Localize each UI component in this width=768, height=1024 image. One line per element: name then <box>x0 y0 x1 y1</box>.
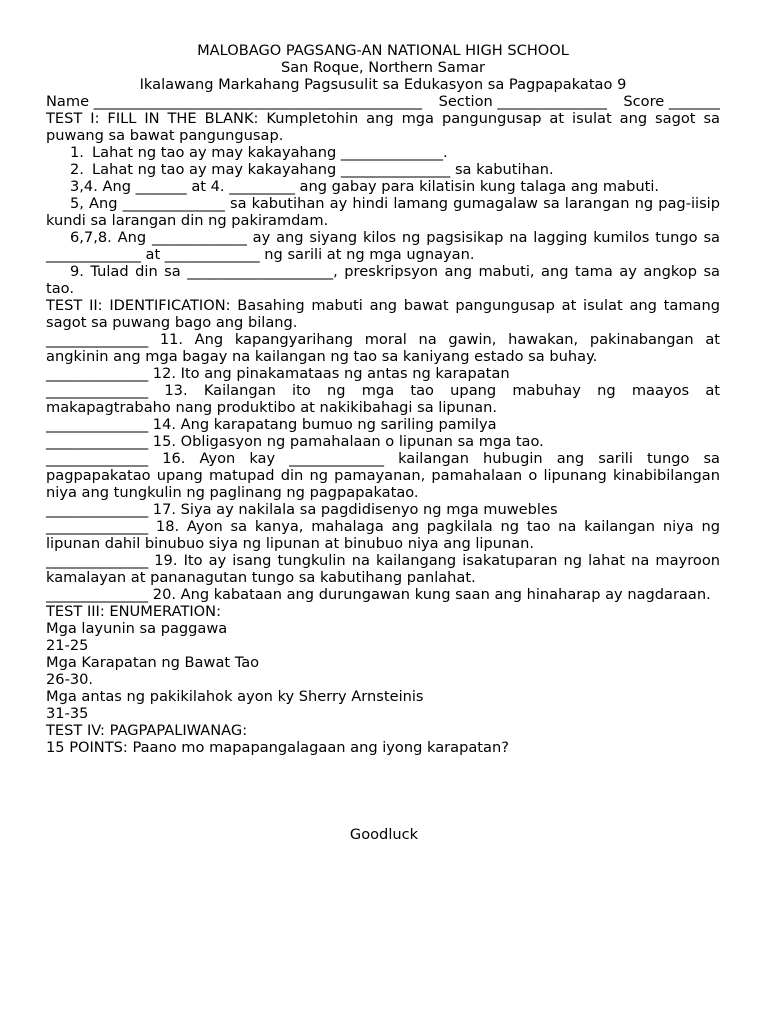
item-text: Lahat ng tao ay may kakayahang ______________. <box>92 144 448 161</box>
closing-text: Goodluck <box>349 826 419 843</box>
test3-line: 21-25 <box>46 637 89 654</box>
test1-heading: TEST I: FILL IN THE BLANK: Kumpletohin ang mga pangungusap at isulat ang sagot sa puwang sa bawat pangungusap. <box>46 110 720 144</box>
section-field: Section _______________ <box>438 93 607 110</box>
test2-item-18: ______________ 18. Ayon sa kanya, mahalaga ang pagkilala ng tao na kailangan niya ng lipunan dahil binubuo siya ng lipunan at binubuo niya ang lipunan. <box>46 518 720 552</box>
test2-item-11: ______________ 11. Ang kapangyarihang moral na gawin, hawakan, pakinabangan at angkinin ang mga bagay na kailangan ng tao sa kaniyang estado sa buhay. <box>46 331 720 365</box>
exam-page <box>46 42 720 756</box>
school-location: San Roque, Northern Samar <box>280 59 486 76</box>
test4-question: 15 POINTS: Paano mo mapapangalagaan ang iyong karapatan? <box>46 739 509 756</box>
test1-item-2 <box>46 161 720 178</box>
item-number: 2. <box>70 161 84 178</box>
test3-line: 31-35 <box>46 705 89 722</box>
test3-line: 26-30. <box>46 671 94 688</box>
test1-item-9: 9. Tulad din sa ____________________, preskripsyon ang mabuti, ang tama ay angkop sa tao. <box>46 263 720 297</box>
test2-item-17: ______________ 17. Siya ay nakilala sa pagdidisenyo ng mga muwebles <box>46 501 558 518</box>
test3-heading: TEST III: ENUMERATION: <box>46 603 221 620</box>
test1-item-5: 5, Ang ______________ sa kabutihan ay hindi lamang gumagalaw sa larangan ng pag-iisip kundi sa larangan din ng pakiramdam. <box>46 195 720 229</box>
test1-item-1 <box>46 144 720 161</box>
score-field: Score _______ <box>623 93 720 110</box>
test3-line: Mga Karapatan ng Bawat Tao <box>46 654 260 671</box>
school-name: MALOBAGO PAGSANG-AN NATIONAL HIGH SCHOOL <box>197 42 569 59</box>
test2-item-13: ______________ 13. Kailangan ito ng mga tao upang mabuhay ng maayos at makapagtrabaho nang produktibo at nakikibahagi sa lipunan. <box>46 382 720 416</box>
name-section-score-row <box>46 93 720 110</box>
test1-item-3-4: 3,4. Ang _______ at 4. _________ ang gabay para kilatisin kung talaga ang mabuti. <box>70 178 660 195</box>
test2-item-14: ______________ 14. Ang karapatang bumuo ng sariling pamilya <box>46 416 497 433</box>
test1-item-6-8: 6,7,8. Ang _____________ ay ang siyang kilos ng pagsisikap na lagging kumilos tungo sa _____________ at _____________ ng sarili at ng mga ugnayan. <box>46 229 720 263</box>
test2-heading: TEST II: IDENTIFICATION: Basahing mabuti ang bawat pangungusap at isulat ang tamang sagot sa puwang bago ang bilang. <box>46 297 720 331</box>
name-field: Name _____________________________________________ <box>46 93 423 110</box>
test2-item-20: ______________ 20. Ang kabataan ang durungawan kung saan ang hinaharap ay nagdaraan. <box>46 586 711 603</box>
item-number: 1. <box>70 144 84 161</box>
test2-item-12: ______________ 12. Ito ang pinakamataas ng antas ng karapatan <box>46 365 510 382</box>
exam-title: Ikalawang Markahang Pagsusulit sa Edukasyon sa Pagpapakatao 9 <box>139 76 627 93</box>
test2-item-15: ______________ 15. Obligasyon ng pamahalaan o lipunan sa mga tao. <box>46 433 544 450</box>
test2-item-19: ______________ 19. Ito ay isang tungkulin na kailangang isakatuparan ng lahat na mayroon kamalayan at pananagutan tungo sa kabutihang panlahat. <box>46 552 720 586</box>
test4-heading: TEST IV: PAGPAPALIWANAG: <box>46 722 248 739</box>
test3-line: Mga antas ng pakikilahok ayon ky Sherry Arnsteinis <box>46 688 424 705</box>
item-text: Lahat ng tao ay may kakayahang _______________ sa kabutihan. <box>92 161 554 178</box>
test3-line: Mga layunin sa paggawa <box>46 620 228 637</box>
test2-item-16: ______________ 16. Ayon kay _____________ kailangan hubugin ang sarili tungo sa pagpapakatao upang matupad din ng pamayanan, pamahalaan o lipunang kinabibilangan niya ang tungkulin ng paglinang ng pagpapakatao. <box>46 450 720 501</box>
